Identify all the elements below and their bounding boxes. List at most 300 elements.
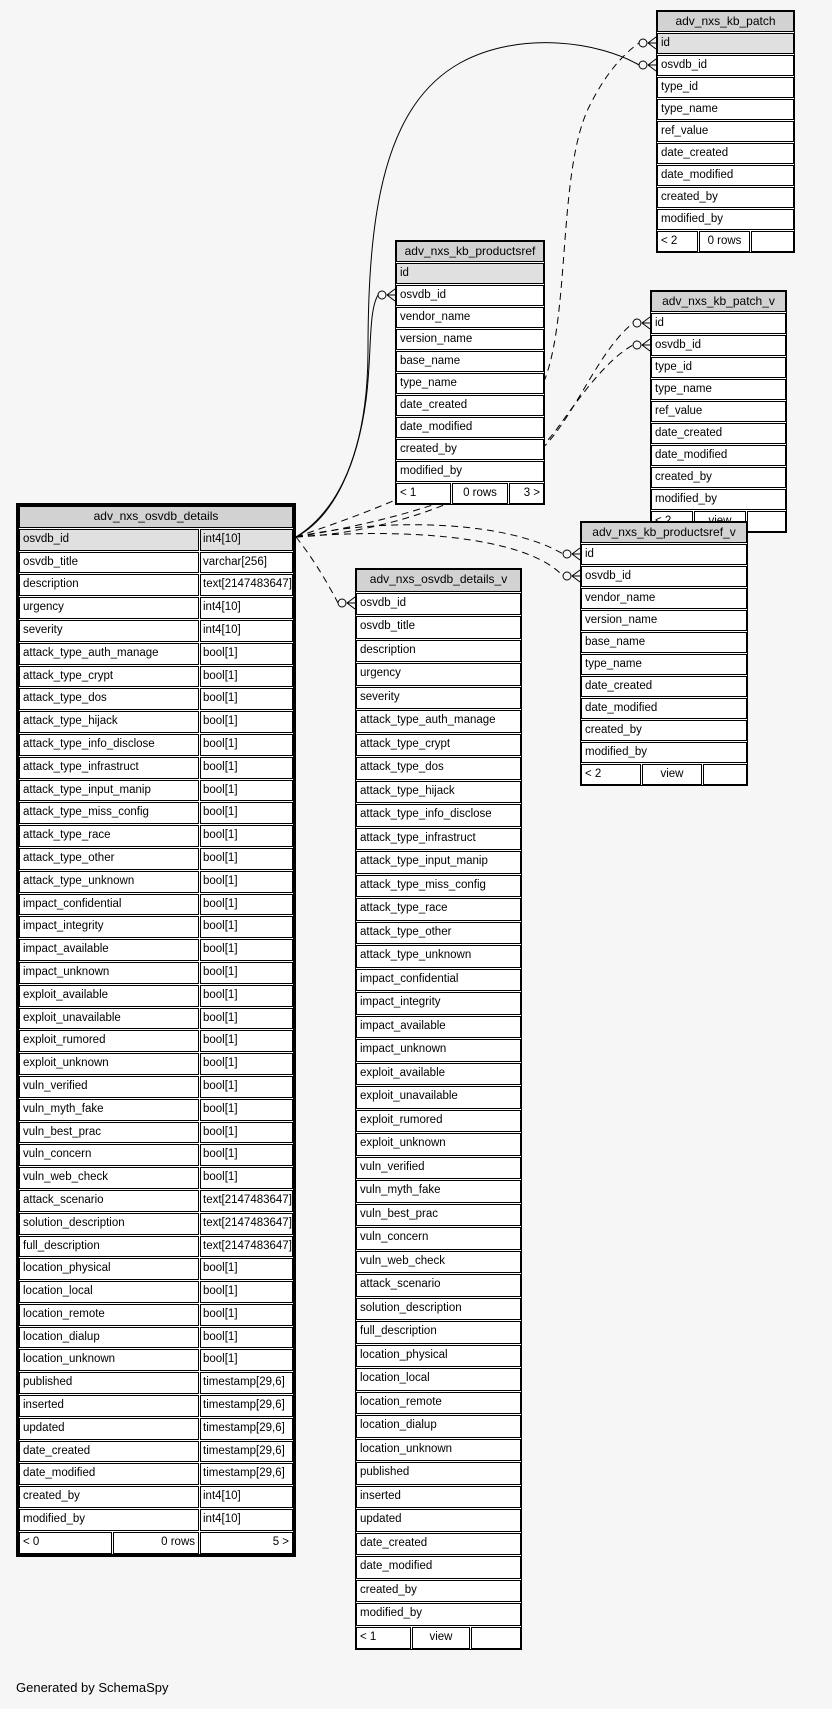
column-type: varchar[256] bbox=[200, 552, 293, 574]
column-row-attack_scenario bbox=[356, 1274, 521, 1297]
column-name: osvdb_id bbox=[396, 285, 544, 306]
column-name: vuln_myth_fake bbox=[19, 1099, 199, 1121]
column-row-location_unknown bbox=[356, 1439, 521, 1462]
column-type: bool[1] bbox=[200, 1304, 293, 1326]
column-type: bool[1] bbox=[200, 1144, 293, 1166]
column-name: vuln_myth_fake bbox=[356, 1180, 521, 1203]
column-row-modified_by bbox=[356, 1603, 521, 1626]
table-title[interactable]: adv_nxs_kb_patch_v bbox=[651, 291, 786, 312]
column-name: impact_confidential bbox=[19, 894, 199, 916]
table-columns bbox=[657, 33, 794, 230]
column-name: type_name bbox=[657, 99, 794, 120]
column-name: modified_by bbox=[657, 209, 794, 230]
column-row-vuln_best_prac bbox=[19, 1122, 293, 1144]
column-row-inserted bbox=[356, 1486, 521, 1509]
column-row-severity bbox=[19, 620, 293, 642]
column-row-full_description bbox=[19, 1236, 293, 1258]
column-name: date_modified bbox=[396, 417, 544, 438]
column-row-published bbox=[19, 1372, 293, 1394]
column-name: attack_type_dos bbox=[19, 688, 199, 710]
column-type: bool[1] bbox=[200, 916, 293, 938]
column-row-created_by bbox=[396, 439, 544, 460]
column-name: vuln_web_check bbox=[356, 1251, 521, 1274]
column-type: bool[1] bbox=[200, 1053, 293, 1075]
column-row-type_id bbox=[651, 357, 786, 378]
column-row-attack_type_other bbox=[356, 922, 521, 945]
column-name: attack_type_infrastruct bbox=[19, 757, 199, 779]
column-row-attack_type_auth_manage bbox=[19, 643, 293, 665]
footer-cell: < 1 bbox=[396, 483, 451, 504]
column-name: attack_type_info_disclose bbox=[19, 734, 199, 756]
table-title[interactable]: adv_nxs_osvdb_details bbox=[19, 506, 293, 528]
table-footer bbox=[581, 764, 747, 785]
column-row-attack_type_dos bbox=[19, 688, 293, 710]
column-row-vuln_myth_fake bbox=[19, 1099, 293, 1121]
column-name: created_by bbox=[19, 1486, 199, 1508]
column-name: attack_type_miss_config bbox=[19, 802, 199, 824]
column-row-ref_value bbox=[651, 401, 786, 422]
column-row-updated bbox=[19, 1418, 293, 1440]
column-name: location_local bbox=[19, 1281, 199, 1303]
table-adv_nxs_kb_patch_v[interactable] bbox=[650, 290, 787, 533]
column-type: bool[1] bbox=[200, 871, 293, 893]
column-row-urgency bbox=[356, 663, 521, 686]
column-name: modified_by bbox=[19, 1509, 199, 1531]
column-name: attack_type_infrastruct bbox=[356, 828, 521, 851]
crowfoot-marker-productsref-osvdb_id bbox=[378, 289, 395, 301]
column-name: id bbox=[651, 313, 786, 334]
column-name: location_unknown bbox=[356, 1439, 521, 1462]
column-name: ref_value bbox=[657, 121, 794, 142]
column-row-date_created bbox=[657, 143, 794, 164]
column-row-attack_type_hijack bbox=[19, 711, 293, 733]
column-row-full_description bbox=[356, 1321, 521, 1344]
column-row-date_modified bbox=[651, 445, 786, 466]
column-row-location_local bbox=[19, 1281, 293, 1303]
column-row-osvdb_id bbox=[396, 285, 544, 306]
column-row-attack_type_crypt bbox=[356, 734, 521, 757]
column-name: date_modified bbox=[356, 1556, 521, 1579]
column-name: exploit_unknown bbox=[19, 1053, 199, 1075]
column-name: created_by bbox=[581, 720, 747, 741]
column-name: vuln_verified bbox=[19, 1076, 199, 1098]
crowfoot-marker-productsref-v-osvdb_id bbox=[563, 570, 580, 582]
column-name: osvdb_title bbox=[19, 552, 199, 574]
column-row-severity bbox=[356, 687, 521, 710]
column-row-vuln_web_check bbox=[356, 1251, 521, 1274]
column-name: created_by bbox=[657, 187, 794, 208]
column-row-attack_type_input_manip bbox=[19, 780, 293, 802]
table-adv_nxs_kb_patch[interactable] bbox=[656, 10, 795, 253]
column-row-description bbox=[356, 640, 521, 663]
column-name: full_description bbox=[356, 1321, 521, 1344]
column-row-date_modified bbox=[19, 1463, 293, 1485]
table-columns bbox=[396, 263, 544, 482]
column-name: published bbox=[356, 1462, 521, 1485]
column-row-location_dialup bbox=[19, 1327, 293, 1349]
column-row-vuln_verified bbox=[19, 1076, 293, 1098]
column-name: base_name bbox=[581, 632, 747, 653]
column-name: version_name bbox=[581, 610, 747, 631]
table-columns bbox=[651, 313, 786, 510]
column-row-type_name bbox=[657, 99, 794, 120]
column-name: location_physical bbox=[19, 1258, 199, 1280]
column-type: text[2147483647] bbox=[200, 1236, 293, 1258]
column-name: attack_type_unknown bbox=[356, 945, 521, 968]
column-row-attack_type_info_disclose bbox=[19, 734, 293, 756]
column-row-exploit_rumored bbox=[356, 1110, 521, 1133]
table-columns bbox=[581, 544, 747, 763]
column-name: osvdb_id bbox=[651, 335, 786, 356]
column-type: bool[1] bbox=[200, 780, 293, 802]
column-row-osvdb_title bbox=[356, 616, 521, 639]
column-row-exploit_unavailable bbox=[19, 1008, 293, 1030]
column-row-impact_confidential bbox=[356, 969, 521, 992]
column-name: solution_description bbox=[19, 1213, 199, 1235]
column-name: exploit_rumored bbox=[19, 1030, 199, 1052]
column-name: modified_by bbox=[651, 489, 786, 510]
column-row-base_name bbox=[396, 351, 544, 372]
column-row-id bbox=[581, 544, 747, 565]
column-name: vuln_concern bbox=[356, 1227, 521, 1250]
column-row-id bbox=[396, 263, 544, 284]
column-row-date_created bbox=[651, 423, 786, 444]
table-title[interactable]: adv_nxs_kb_patch bbox=[657, 11, 794, 32]
column-type: bool[1] bbox=[200, 1258, 293, 1280]
column-row-urgency bbox=[19, 597, 293, 619]
column-row-impact_unknown bbox=[356, 1039, 521, 1062]
column-row-vuln_concern bbox=[356, 1227, 521, 1250]
table-adv_nxs_osvdb_details[interactable] bbox=[16, 503, 296, 1557]
column-row-version_name bbox=[396, 329, 544, 350]
column-type: text[2147483647] bbox=[200, 574, 293, 596]
column-row-attack_type_dos bbox=[356, 757, 521, 780]
column-row-date_modified bbox=[581, 698, 747, 719]
column-row-modified_by bbox=[19, 1509, 293, 1531]
column-name: attack_type_dos bbox=[356, 757, 521, 780]
column-name: vuln_concern bbox=[19, 1144, 199, 1166]
column-row-location_physical bbox=[19, 1258, 293, 1280]
column-name: urgency bbox=[356, 663, 521, 686]
column-name: attack_scenario bbox=[19, 1190, 199, 1212]
table-footer bbox=[356, 1627, 521, 1650]
table-columns bbox=[19, 529, 293, 1531]
crowfoot-marker-kb-patch-id bbox=[639, 37, 656, 49]
column-name: osvdb_id bbox=[19, 529, 199, 551]
column-row-attack_type_info_disclose bbox=[356, 804, 521, 827]
column-row-modified_by bbox=[657, 209, 794, 230]
table-adv_nxs_osvdb_details_v[interactable] bbox=[355, 568, 522, 1650]
column-row-vendor_name bbox=[396, 307, 544, 328]
footer-cell: 5 > bbox=[200, 1532, 293, 1554]
column-row-version_name bbox=[581, 610, 747, 631]
column-row-location_local bbox=[356, 1368, 521, 1391]
footer-cell: < 0 bbox=[19, 1532, 112, 1554]
column-row-type_name bbox=[651, 379, 786, 400]
crowfoot-marker-details-v-osvdb_id bbox=[338, 597, 355, 609]
column-row-type_id bbox=[657, 77, 794, 98]
crowfoot-marker-kb-patch-osvdb_id bbox=[639, 59, 656, 71]
column-row-location_physical bbox=[356, 1345, 521, 1368]
column-type: bool[1] bbox=[200, 757, 293, 779]
column-name: impact_confidential bbox=[356, 969, 521, 992]
footer-cell bbox=[747, 511, 786, 532]
column-name: vuln_web_check bbox=[19, 1167, 199, 1189]
column-name: location_unknown bbox=[19, 1349, 199, 1371]
footer-cell: < 2 bbox=[581, 764, 641, 785]
column-row-exploit_unavailable bbox=[356, 1086, 521, 1109]
column-type: bool[1] bbox=[200, 894, 293, 916]
column-row-vendor_name bbox=[581, 588, 747, 609]
column-row-type_name bbox=[396, 373, 544, 394]
column-row-attack_type_infrastruct bbox=[19, 757, 293, 779]
column-name: updated bbox=[356, 1509, 521, 1532]
column-row-osvdb_id bbox=[651, 335, 786, 356]
column-row-exploit_unknown bbox=[19, 1053, 293, 1075]
column-name: attack_type_input_manip bbox=[19, 780, 199, 802]
column-name: attack_type_crypt bbox=[19, 666, 199, 688]
column-row-attack_type_input_manip bbox=[356, 851, 521, 874]
column-row-attack_type_crypt bbox=[19, 666, 293, 688]
column-row-impact_unknown bbox=[19, 962, 293, 984]
column-name: location_remote bbox=[19, 1304, 199, 1326]
column-row-exploit_unknown bbox=[356, 1133, 521, 1156]
column-type: bool[1] bbox=[200, 1076, 293, 1098]
column-type: bool[1] bbox=[200, 666, 293, 688]
column-name: type_id bbox=[651, 357, 786, 378]
column-name: version_name bbox=[396, 329, 544, 350]
column-name: attack_type_info_disclose bbox=[356, 804, 521, 827]
column-row-location_remote bbox=[356, 1392, 521, 1415]
column-row-impact_integrity bbox=[19, 916, 293, 938]
column-type: bool[1] bbox=[200, 848, 293, 870]
column-row-exploit_available bbox=[19, 985, 293, 1007]
column-name: exploit_rumored bbox=[356, 1110, 521, 1133]
footer-cell: 0 rows bbox=[113, 1532, 199, 1554]
column-name: modified_by bbox=[581, 742, 747, 763]
column-row-date_created bbox=[396, 395, 544, 416]
column-name: location_local bbox=[356, 1368, 521, 1391]
column-row-created_by bbox=[651, 467, 786, 488]
table-title[interactable]: adv_nxs_kb_productsref bbox=[396, 241, 544, 262]
column-row-attack_type_race bbox=[356, 898, 521, 921]
table-adv_nxs_kb_productsref_v[interactable] bbox=[580, 521, 748, 786]
column-name: attack_type_auth_manage bbox=[19, 643, 199, 665]
column-row-osvdb_id bbox=[657, 55, 794, 76]
column-type: int4[10] bbox=[200, 597, 293, 619]
column-name: exploit_unknown bbox=[356, 1133, 521, 1156]
column-name: updated bbox=[19, 1418, 199, 1440]
column-type: bool[1] bbox=[200, 1008, 293, 1030]
relationship-line-productsref-v-id bbox=[296, 525, 563, 554]
column-name: created_by bbox=[651, 467, 786, 488]
column-name: description bbox=[19, 574, 199, 596]
column-row-modified_by bbox=[396, 461, 544, 482]
column-row-vuln_web_check bbox=[19, 1167, 293, 1189]
column-name: date_created bbox=[581, 676, 747, 697]
column-type: int4[10] bbox=[200, 1509, 293, 1531]
column-row-base_name bbox=[581, 632, 747, 653]
column-name: vuln_best_prac bbox=[19, 1122, 199, 1144]
column-name: location_physical bbox=[356, 1345, 521, 1368]
column-name: attack_type_other bbox=[356, 922, 521, 945]
column-row-attack_type_auth_manage bbox=[356, 710, 521, 733]
column-name: impact_available bbox=[356, 1016, 521, 1039]
column-name: inserted bbox=[356, 1486, 521, 1509]
column-row-modified_by bbox=[651, 489, 786, 510]
column-type: timestamp[29,6] bbox=[200, 1441, 293, 1463]
column-row-vuln_concern bbox=[19, 1144, 293, 1166]
table-footer bbox=[396, 483, 544, 504]
column-row-attack_type_miss_config bbox=[356, 875, 521, 898]
column-type: text[2147483647] bbox=[200, 1190, 293, 1212]
column-type: bool[1] bbox=[200, 1099, 293, 1121]
generator-note: Generated by SchemaSpy bbox=[16, 1680, 169, 1695]
column-row-id bbox=[657, 33, 794, 54]
column-row-impact_confidential bbox=[19, 894, 293, 916]
column-row-date_created bbox=[19, 1441, 293, 1463]
column-name: vendor_name bbox=[581, 588, 747, 609]
column-row-date_created bbox=[581, 676, 747, 697]
column-name: attack_type_race bbox=[19, 825, 199, 847]
column-row-attack_type_miss_config bbox=[19, 802, 293, 824]
column-name: impact_integrity bbox=[19, 916, 199, 938]
column-row-date_created bbox=[356, 1533, 521, 1556]
crowfoot-marker-kb-patch-v-osvdb_id bbox=[633, 339, 650, 351]
column-name: ref_value bbox=[651, 401, 786, 422]
column-name: created_by bbox=[396, 439, 544, 460]
column-name: attack_type_crypt bbox=[356, 734, 521, 757]
column-name: type_id bbox=[657, 77, 794, 98]
column-type: int4[10] bbox=[200, 620, 293, 642]
column-type: bool[1] bbox=[200, 962, 293, 984]
column-name: type_name bbox=[396, 373, 544, 394]
column-type: int4[10] bbox=[200, 529, 293, 551]
column-row-ref_value bbox=[657, 121, 794, 142]
column-row-vuln_verified bbox=[356, 1157, 521, 1180]
column-type: timestamp[29,6] bbox=[200, 1463, 293, 1485]
column-name: attack_type_other bbox=[19, 848, 199, 870]
column-name: date_created bbox=[19, 1441, 199, 1463]
column-type: bool[1] bbox=[200, 688, 293, 710]
column-type: bool[1] bbox=[200, 1030, 293, 1052]
table-footer bbox=[19, 1532, 293, 1554]
column-row-description bbox=[19, 574, 293, 596]
column-name: osvdb_title bbox=[356, 616, 521, 639]
table-title[interactable]: adv_nxs_osvdb_details_v bbox=[356, 569, 521, 592]
column-row-date_modified bbox=[396, 417, 544, 438]
column-type: bool[1] bbox=[200, 643, 293, 665]
column-name: date_created bbox=[356, 1533, 521, 1556]
relationship-line-productsref-osvdb_id bbox=[296, 295, 378, 537]
column-name: date_modified bbox=[651, 445, 786, 466]
column-name: attack_type_miss_config bbox=[356, 875, 521, 898]
table-footer bbox=[657, 231, 794, 252]
column-name: attack_type_race bbox=[356, 898, 521, 921]
column-name: attack_type_input_manip bbox=[356, 851, 521, 874]
column-name: full_description bbox=[19, 1236, 199, 1258]
footer-cell: 0 rows bbox=[699, 231, 750, 252]
column-name: vendor_name bbox=[396, 307, 544, 328]
column-row-attack_scenario bbox=[19, 1190, 293, 1212]
column-name: type_name bbox=[651, 379, 786, 400]
table-title[interactable]: adv_nxs_kb_productsref_v bbox=[581, 522, 747, 543]
column-row-published bbox=[356, 1462, 521, 1485]
column-row-exploit_rumored bbox=[19, 1030, 293, 1052]
column-row-created_by bbox=[657, 187, 794, 208]
column-type: timestamp[29,6] bbox=[200, 1372, 293, 1394]
column-row-exploit_available bbox=[356, 1063, 521, 1086]
column-type: bool[1] bbox=[200, 1167, 293, 1189]
column-name: created_by bbox=[356, 1580, 521, 1603]
footer-cell: view bbox=[642, 764, 702, 785]
footer-cell bbox=[471, 1627, 521, 1650]
column-name: location_dialup bbox=[356, 1415, 521, 1438]
column-name: vuln_best_prac bbox=[356, 1204, 521, 1227]
column-row-attack_type_unknown bbox=[19, 871, 293, 893]
column-type: bool[1] bbox=[200, 1349, 293, 1371]
column-type: bool[1] bbox=[200, 939, 293, 961]
column-name: location_remote bbox=[356, 1392, 521, 1415]
footer-cell: < 1 bbox=[356, 1627, 411, 1650]
column-name: impact_unknown bbox=[356, 1039, 521, 1062]
column-name: attack_scenario bbox=[356, 1274, 521, 1297]
crowfoot-marker-kb-patch-v-id bbox=[633, 317, 650, 329]
column-name: attack_type_hijack bbox=[356, 781, 521, 804]
column-name: impact_available bbox=[19, 939, 199, 961]
column-name: date_modified bbox=[19, 1463, 199, 1485]
column-name: exploit_available bbox=[356, 1063, 521, 1086]
column-row-attack_type_other bbox=[19, 848, 293, 870]
column-name: published bbox=[19, 1372, 199, 1394]
column-name: osvdb_id bbox=[356, 593, 521, 616]
column-row-impact_integrity bbox=[356, 992, 521, 1015]
column-type: int4[10] bbox=[200, 1486, 293, 1508]
column-row-inserted bbox=[19, 1395, 293, 1417]
column-name: base_name bbox=[396, 351, 544, 372]
column-type: bool[1] bbox=[200, 1327, 293, 1349]
column-name: exploit_unavailable bbox=[356, 1086, 521, 1109]
column-type: text[2147483647] bbox=[200, 1213, 293, 1235]
column-type: bool[1] bbox=[200, 802, 293, 824]
column-name: location_dialup bbox=[19, 1327, 199, 1349]
footer-cell bbox=[703, 764, 747, 785]
column-name: date_created bbox=[657, 143, 794, 164]
column-name: impact_integrity bbox=[356, 992, 521, 1015]
column-row-solution_description bbox=[356, 1298, 521, 1321]
column-name: severity bbox=[356, 687, 521, 710]
column-name: date_modified bbox=[581, 698, 747, 719]
column-row-created_by bbox=[581, 720, 747, 741]
column-row-updated bbox=[356, 1509, 521, 1532]
column-type: bool[1] bbox=[200, 734, 293, 756]
column-row-created_by bbox=[19, 1486, 293, 1508]
column-row-vuln_best_prac bbox=[356, 1204, 521, 1227]
column-name: id bbox=[581, 544, 747, 565]
column-name: id bbox=[396, 263, 544, 284]
column-row-vuln_myth_fake bbox=[356, 1180, 521, 1203]
crowfoot-marker-productsref-v-id bbox=[563, 548, 580, 560]
column-name: osvdb_id bbox=[657, 55, 794, 76]
column-name: solution_description bbox=[356, 1298, 521, 1321]
column-type: bool[1] bbox=[200, 1281, 293, 1303]
column-row-osvdb_id bbox=[581, 566, 747, 587]
column-row-attack_type_unknown bbox=[356, 945, 521, 968]
column-row-impact_available bbox=[19, 939, 293, 961]
column-row-osvdb_title bbox=[19, 552, 293, 574]
column-name: attack_type_hijack bbox=[19, 711, 199, 733]
table-adv_nxs_kb_productsref[interactable] bbox=[395, 240, 545, 505]
